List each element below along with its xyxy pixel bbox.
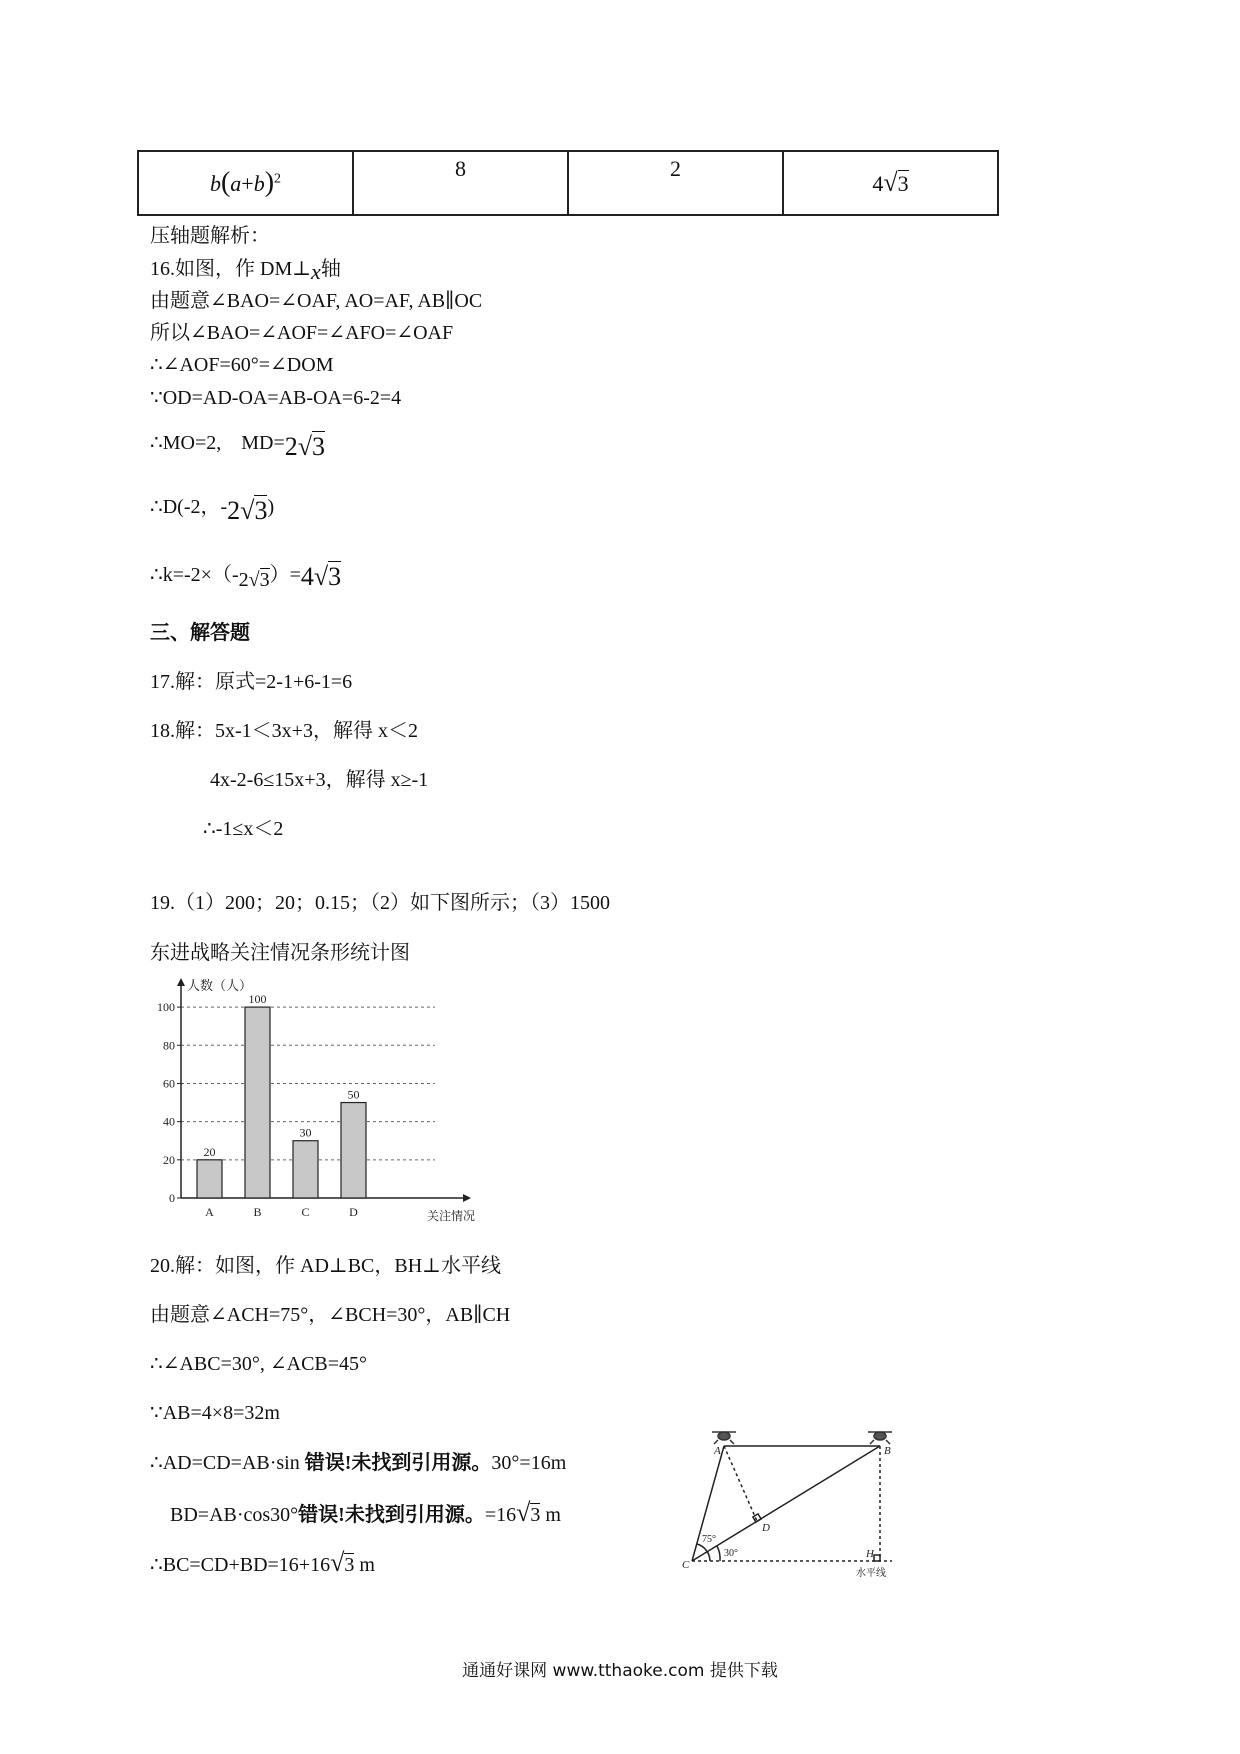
q16-line-6 (150, 428, 326, 461)
radicand: 3 (259, 569, 270, 591)
radicand: 3 (312, 432, 326, 461)
category-label: B (253, 1205, 262, 1219)
q16-line-7 (150, 492, 275, 525)
angle-arc-30 (717, 1546, 720, 1561)
sqrt-symbol: √ (516, 1498, 531, 1527)
category-label: D (349, 1205, 358, 1219)
horizon-label: 水平线 (856, 1568, 886, 1578)
point-label-B: B (884, 1445, 891, 1457)
point-label-C: C (682, 1559, 690, 1571)
section-heading: 压轴题解析： (150, 225, 270, 247)
sqrt-symbol: √ (240, 496, 255, 525)
y-tick-label: 60 (163, 1076, 175, 1091)
angle-arc-75 (697, 1544, 710, 1561)
coefficient: 4 (300, 562, 314, 591)
angle-label-30: 30° (724, 1548, 738, 1559)
q17-line: 17.解：原式=2-1+6-1=6 (150, 671, 353, 693)
text: ）= (269, 564, 301, 586)
x-axis-arrow (463, 1194, 471, 1202)
x-axis-label: 关注情况 (427, 1209, 475, 1223)
point-label-D: D (762, 1522, 770, 1534)
q20-line-4: ∵AB=4×8=32m (150, 1402, 280, 1424)
unit: m (354, 1554, 375, 1576)
radicand: 3 (344, 1554, 355, 1576)
sqrt-symbol: √ (313, 562, 329, 591)
sqrt-symbol: √ (330, 1548, 345, 1577)
sqrt-symbol: √ (297, 432, 313, 461)
q20-line-6 (170, 1500, 561, 1528)
q20-line-5 (150, 1450, 566, 1476)
text: ∴BC=CD+BD=16+16 (150, 1554, 331, 1576)
var-a: a (230, 171, 242, 196)
geometry-figure (680, 1418, 920, 1578)
chart-title: 东进战略关注情况条形统计图 (150, 940, 410, 964)
var-b: b (253, 171, 265, 196)
data-label: 30 (299, 1125, 312, 1140)
bar-chart (145, 978, 475, 1233)
y-tick-label: 80 (163, 1038, 175, 1053)
text: 30°=16m (491, 1452, 567, 1474)
q19-line: 19.（1）200；20；0.15；（2）如下图所示；（3）1500 (150, 892, 610, 914)
text: =16 (484, 1504, 517, 1526)
footer: 通通好课网 www.tthaoke.com 提供下载 (462, 1661, 778, 1681)
q18-line-1: 18.解：5x-1＜3x+3，解得 x＜2 (150, 720, 418, 742)
q16-line-1 (150, 255, 341, 282)
point-label-H: H (866, 1548, 874, 1560)
q16-line-8 (150, 560, 342, 591)
table-cell-value: 2 (568, 151, 783, 215)
q16-line-5: ∵OD=AD-OA=AB-OA=6-2=4 (150, 387, 402, 409)
point-label-A: A (714, 1445, 721, 1457)
coefficient: 2 (238, 569, 249, 591)
section-title: 三、解答题 (150, 622, 250, 644)
bar-B (245, 1007, 270, 1198)
radicand: 3 (897, 171, 909, 196)
bar-C (293, 1141, 318, 1198)
category-label: A (205, 1205, 214, 1219)
q16-line-4: ∴∠AOF=60°=∠DOM (150, 354, 334, 376)
q20-line-7 (150, 1550, 375, 1578)
q20-line-1: 20.解：如图，作 AD⊥BC，BH⊥水平线 (150, 1255, 501, 1277)
q16-line-3: 所以∠BAO=∠AOF=∠AFO=∠OAF (150, 322, 454, 344)
radicand: 3 (328, 562, 342, 591)
segment-BC (692, 1446, 880, 1561)
text: ∴D(-2，- (150, 496, 228, 518)
table-row (138, 151, 998, 215)
sqrt-symbol: √ (883, 168, 898, 197)
right-angle-mark-H (874, 1555, 880, 1561)
unit: m (540, 1504, 561, 1526)
var-x: x (311, 259, 321, 284)
radicand: 3 (530, 1504, 541, 1526)
coefficient: 2 (227, 496, 241, 525)
q16-line-2: 由题意∠BAO=∠OAF, AO=AF, AB∥OC (150, 290, 483, 312)
y-tick-label: 100 (157, 1000, 175, 1015)
plus-sign: + (241, 171, 254, 196)
bar-D (341, 1103, 366, 1198)
table-cell-expression: $b(a+b)^2$ (138, 151, 353, 215)
error-reference: 错误!未找到引用源。 (304, 1452, 492, 1474)
coefficient: 4 (872, 171, 884, 196)
text: BD=AB·cos30° (170, 1504, 299, 1526)
q18-line-2: 4x-2-6≤15x+3，解得 x≥-1 (210, 769, 429, 791)
text: ∴k=-2×（- (150, 564, 239, 586)
text: ∴AD=CD=AB·sin (150, 1452, 305, 1474)
answer-table (137, 150, 999, 216)
q20-line-3: ∴∠ABC=30°, ∠ACB=45° (150, 1353, 368, 1375)
drone-icon (712, 1432, 736, 1444)
y-axis-arrow (177, 978, 185, 986)
angle-label-75: 75° (702, 1534, 716, 1545)
right-angle-mark-D (753, 1514, 761, 1522)
text: ) (267, 496, 275, 518)
q18-line-3: ∴-1≤x＜2 (203, 818, 284, 840)
q20-line-2: 由题意∠ACH=75°，∠BCH=30°，AB∥CH (150, 1304, 511, 1326)
segment-AD (724, 1446, 757, 1521)
y-tick-label: 40 (163, 1114, 175, 1129)
y-tick-label: 20 (163, 1152, 175, 1167)
text: 轴 (320, 258, 341, 280)
error-reference: 错误!未找到引用源。 (298, 1504, 485, 1526)
table-cell-value: 8 (353, 151, 568, 215)
drone-icon (868, 1432, 892, 1444)
y-axis-label: 人数（人） (187, 979, 253, 994)
radicand: 3 (254, 496, 268, 525)
text: 16.如图，作 DM⊥ (150, 258, 312, 280)
y-tick-label: 0 (169, 1191, 175, 1205)
text: ∴MO=2, MD= (150, 432, 285, 454)
exponent: 2 (274, 171, 282, 187)
table-cell-value (783, 151, 998, 215)
bar-A (197, 1160, 222, 1198)
data-label: 20 (203, 1144, 216, 1159)
sqrt-symbol: √ (248, 569, 260, 591)
data-label: 50 (347, 1087, 360, 1102)
coefficient: 2 (284, 432, 298, 461)
data-label: 100 (248, 992, 267, 1007)
var-b: b (209, 171, 221, 196)
category-label: C (301, 1205, 310, 1219)
